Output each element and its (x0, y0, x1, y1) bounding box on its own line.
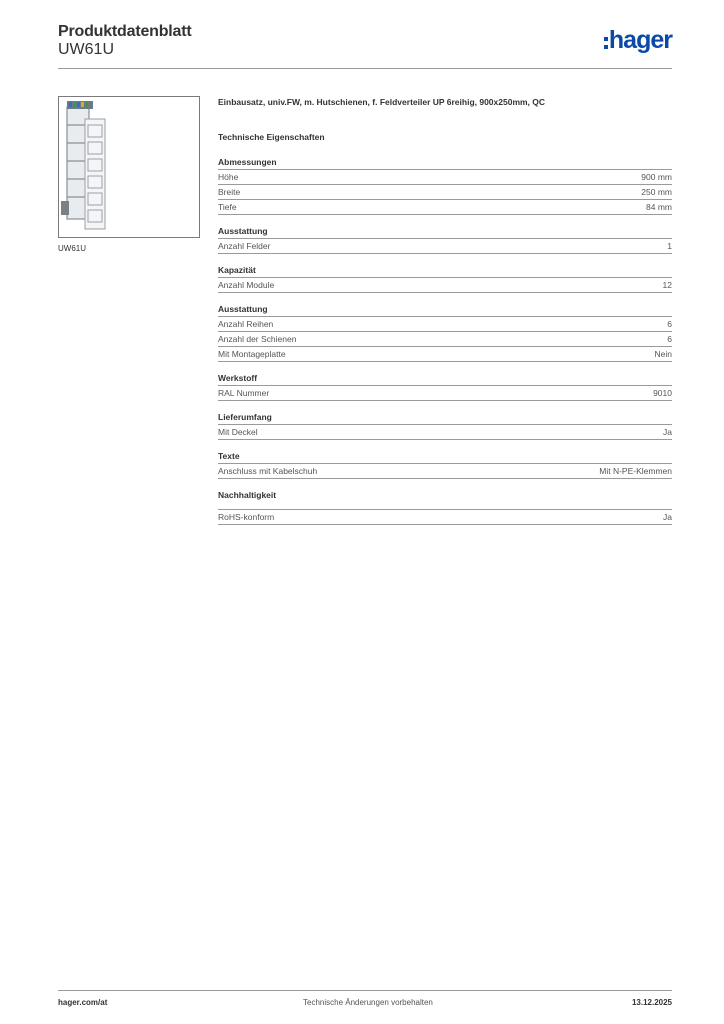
document-title: Produktdatenblatt (58, 23, 192, 40)
row-label: RAL Nummer (218, 388, 270, 398)
divider (218, 502, 672, 510)
table-row (218, 170, 672, 185)
row-value: 6 (667, 334, 672, 344)
row-label: Mit Deckel (218, 427, 258, 437)
table-row (218, 510, 672, 525)
row-label: RoHS-konform (218, 512, 275, 522)
row-value: 6 (667, 319, 672, 329)
logo-text: hager (608, 26, 672, 54)
row-label: Anschluss mit Kabelschuh (218, 466, 318, 476)
section-ausstattung-2 (218, 303, 672, 362)
row-value: 1 (667, 241, 672, 251)
section-title: Werkstoff (218, 372, 672, 386)
product-description: Einbausatz, univ.FW, m. Hutschienen, f. Feldverteiler UP 6reihig, 900x250mm, QC (218, 97, 546, 107)
row-label: Anzahl der Schienen (218, 334, 297, 344)
row-value: 84 mm (646, 202, 672, 212)
product-details (218, 96, 672, 525)
section-title: Ausstattung (218, 303, 672, 317)
section-title: Kapazität (218, 264, 672, 278)
row-label: Anzahl Felder (218, 241, 271, 251)
hager-logo (604, 27, 672, 53)
row-value: Ja (663, 512, 672, 522)
row-value: 250 mm (641, 187, 672, 197)
row-value: Nein (654, 349, 672, 359)
technical-properties-heading: Technische Eigenschaften (218, 132, 325, 142)
page-footer (58, 990, 672, 1015)
product-code: UW61U (58, 41, 115, 58)
row-label: Tiefe (218, 202, 237, 212)
section-title: Nachhaltigkeit (218, 490, 277, 500)
section-title: Texte (218, 450, 672, 464)
section-kapazitaet (218, 264, 672, 293)
table-row (218, 464, 672, 479)
table-row (218, 200, 672, 215)
footer-date: 13.12.2025 (631, 998, 672, 1007)
table-row (218, 185, 672, 200)
section-ausstattung (218, 225, 672, 254)
logo-dots-icon (604, 37, 608, 49)
section-werkstoff (218, 372, 672, 401)
row-label: Anzahl Module (218, 280, 275, 290)
section-title: Ausstattung (218, 225, 672, 239)
row-value: 9010 (653, 388, 672, 398)
table-row (218, 278, 672, 293)
table-row (218, 317, 672, 332)
section-texte (218, 450, 672, 479)
row-label: Höhe (218, 172, 239, 182)
footer-notice: Technische Änderungen vorbehalten (303, 998, 433, 1007)
table-row (218, 239, 672, 254)
table-row (218, 332, 672, 347)
row-label: Mit Montageplatte (218, 349, 286, 359)
section-lieferumfang (218, 411, 672, 440)
table-row (218, 386, 672, 401)
footer-website: hager.com/at (58, 998, 108, 1007)
row-label: Breite (218, 187, 241, 197)
section-title: Lieferumfang (218, 411, 672, 425)
distribution-panel-insert-icon (59, 97, 199, 237)
section-nachhaltigkeit (218, 489, 672, 525)
row-value: Mit N-PE-Klemmen (599, 466, 672, 476)
row-value: 900 mm (641, 172, 672, 182)
section-title: Abmessungen (218, 156, 672, 170)
table-row (218, 347, 672, 362)
product-image (58, 96, 200, 238)
row-value: 12 (662, 280, 672, 290)
product-image-caption: UW61U (58, 244, 87, 253)
page-header (58, 20, 672, 69)
row-value: Ja (663, 427, 672, 437)
table-row (218, 425, 672, 440)
section-abmessungen (218, 156, 672, 215)
row-label: Anzahl Reihen (218, 319, 274, 329)
